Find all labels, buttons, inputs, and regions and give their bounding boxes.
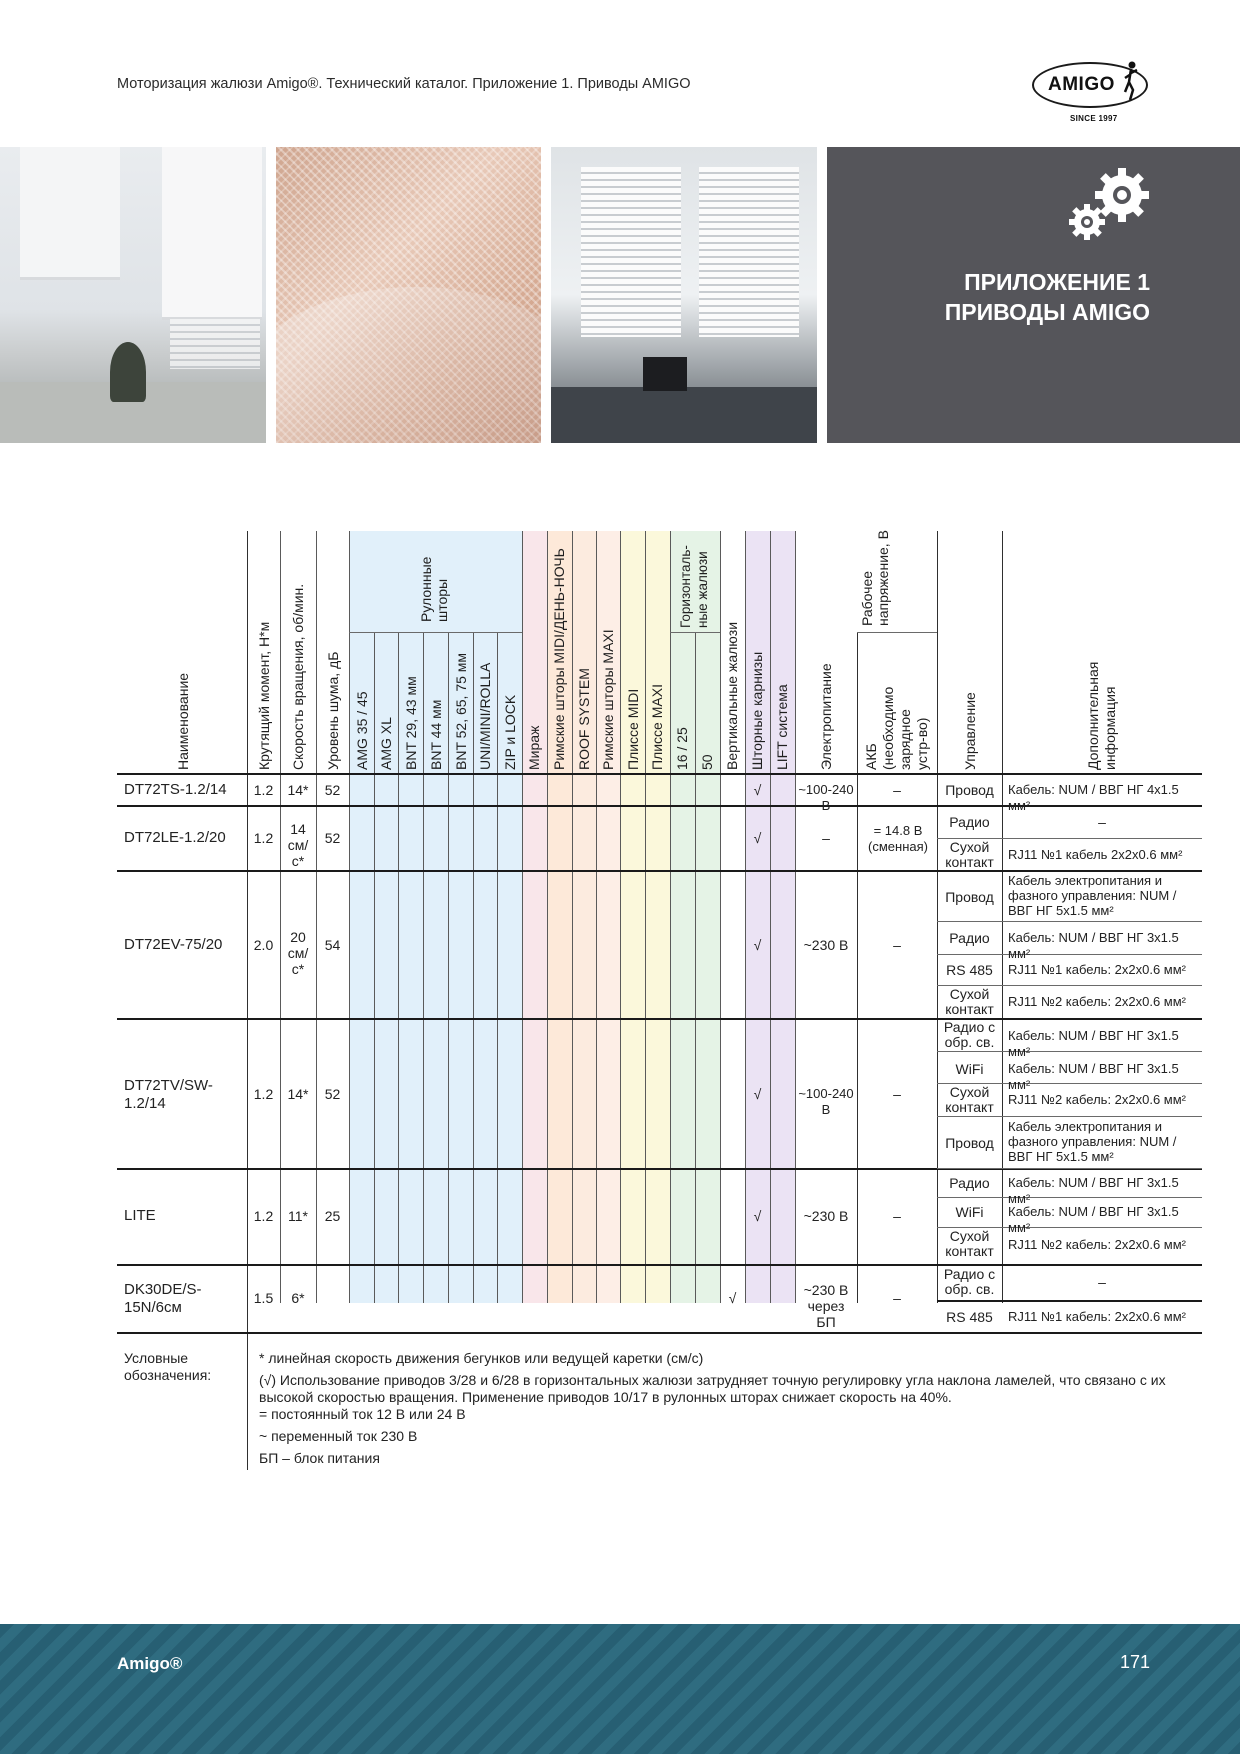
- legend-line: БП – блок питания: [259, 1450, 380, 1466]
- header-plisse-maxi: Плиссе MAXI: [649, 684, 665, 770]
- row-power: –: [822, 830, 830, 846]
- header-vertical: Вертикальные жалюзи: [724, 621, 740, 770]
- row-control: Сухой контакт: [945, 1084, 994, 1115]
- row-control: WiFi: [955, 1061, 984, 1077]
- band-roof: [572, 531, 596, 1303]
- row-mark: √: [753, 1208, 762, 1224]
- row-name: DK30DE/S-15N/6см: [124, 1281, 202, 1316]
- row-info: –: [1098, 1274, 1106, 1290]
- row-name: LITE: [124, 1207, 156, 1224]
- page-number: 171: [1119, 1652, 1150, 1672]
- photo-roller-blinds-room: [0, 147, 266, 443]
- header-zip: ZIP и LOCK: [502, 694, 518, 770]
- row-noise: 25: [324, 1208, 341, 1224]
- row-info: RJ11 №2 кабель: 2х2х0.6 мм²: [1008, 994, 1187, 1009]
- row-control: Сухой контакт: [945, 1228, 994, 1259]
- row-info: RJ11 №1 кабель: 2х2х0.6 мм²: [1008, 1309, 1187, 1324]
- appendix-title-line1: ПРИЛОЖЕНИЕ 1: [964, 269, 1150, 295]
- photo-fabric-texture: [276, 147, 541, 443]
- row-noise: 52: [324, 830, 341, 846]
- row-info: RJ11 №2 кабель: 2х2х0.6 мм²: [1008, 1237, 1187, 1252]
- photo-horizontal-blinds-office: [551, 147, 817, 443]
- header-akb: АКБ (необходимо зарядное устр-во): [863, 686, 930, 770]
- legend-line: * линейная скорость движения бегунков или ведущей каретки (см/с): [259, 1350, 704, 1366]
- row-speed: 14*: [287, 782, 309, 798]
- header-speed: Скорость вращения, об/мин.: [290, 583, 306, 770]
- row-power: ~100-240 В: [798, 782, 854, 813]
- row-control: WiFi: [955, 1204, 984, 1220]
- appendix-title: [945, 267, 1150, 327]
- row-name: DT72LE-1.2/20: [124, 829, 226, 846]
- row-name: DT72EV-75/20: [124, 936, 223, 953]
- row-akb: –: [893, 782, 901, 798]
- row-torque: 1.2: [253, 830, 274, 846]
- row-speed: 20 см/с*: [287, 929, 309, 977]
- row-control: Провод: [945, 1135, 994, 1151]
- row-info: RJ11 №1 кабель: 2х2х0.6 мм²: [1008, 962, 1187, 977]
- row-info: Кабель электропитания и фазного управления: NUM / ВВГ НГ 5х1.5 мм²: [1008, 1119, 1177, 1164]
- row-control: RS 485: [946, 1309, 993, 1325]
- header-name: Наименование: [175, 672, 191, 770]
- header-bnt29: BNT 29, 43 мм: [403, 676, 419, 770]
- header-plisse-midi: Плиссе MIDI: [625, 688, 641, 770]
- header-h50: 50: [699, 754, 715, 770]
- row-info: Кабель: NUM / ВВГ НГ 3х1.5 мм²: [1008, 1028, 1179, 1059]
- header-noise: Уровень шума, дБ: [325, 651, 341, 770]
- row-torque: 1.2: [253, 1208, 274, 1224]
- header-lift: LIFT система: [774, 684, 790, 770]
- row-name: DT72TV/SW-1.2/14: [124, 1077, 213, 1112]
- row-control: Сухой контакт: [945, 839, 994, 870]
- row-speed: 6*: [291, 1290, 305, 1306]
- row-akb: –: [893, 937, 901, 953]
- row-power: ~230 В: [803, 937, 849, 953]
- header-power: Электропитание: [818, 663, 834, 770]
- header-roman-maxi: Римские шторы MAXI: [600, 629, 616, 770]
- row-control: Провод: [945, 782, 994, 798]
- row-speed: 11*: [288, 1208, 308, 1224]
- row-power: ~230 В: [803, 1208, 849, 1224]
- header-uni: UNI/MINI/ROLLA: [477, 662, 493, 770]
- row-torque: 1.2: [253, 1086, 274, 1102]
- row-info: –: [1098, 814, 1106, 830]
- header-h16: 16 / 25: [674, 727, 690, 770]
- legend-line: (√) Использование приводов 3/28 и 6/28 в горизонтальных жалюзи затрудняет точную регулировку угла наклона ламелей, что связано с их высокой скоростью вращения. Применение приводов 10/17 в рулонных шторах снижает скорость на 40%.: [259, 1372, 1166, 1405]
- row-torque: 2.0: [253, 937, 274, 953]
- row-control: Провод: [945, 889, 994, 905]
- row-power: ~100-240 В: [798, 1086, 854, 1117]
- row-info: Кабель: NUM / ВВГ НГ 4х1.5 мм²: [1008, 782, 1179, 813]
- row-control: Сухой контакт: [945, 986, 994, 1017]
- band-mirazh: [522, 531, 547, 1303]
- row-control: Радио: [949, 930, 990, 946]
- header-cornice: Шторные карнизы: [749, 651, 765, 770]
- header-roller-group: Рулонные шторы: [418, 556, 450, 622]
- row-control: Радио с обр. св.: [943, 1266, 996, 1297]
- row-mark: √: [753, 937, 762, 953]
- header-amgxl: AMG XL: [378, 717, 394, 770]
- row-torque: 1.2: [253, 782, 274, 798]
- row-noise: 52: [324, 782, 341, 798]
- gears-icon: [1067, 167, 1157, 247]
- legend-line: = постоянный ток 12 В или 24 В: [259, 1406, 466, 1422]
- header-control: Управление: [962, 692, 978, 770]
- row-info: Кабель: NUM / ВВГ НГ 3х1.5 мм²: [1008, 930, 1179, 961]
- legend-line: ~ переменный ток 230 В: [259, 1428, 418, 1444]
- row-mark: √: [753, 782, 762, 798]
- header-bnt52: BNT 52, 65, 75 мм: [453, 652, 469, 770]
- row-mark: √: [753, 1086, 762, 1102]
- amigo-logo: [1030, 58, 1154, 128]
- row-mark: √: [728, 1290, 737, 1306]
- row-control: Радио: [949, 1175, 990, 1191]
- row-akb: = 14.8 В (сменная): [868, 823, 928, 854]
- row-info: Кабель: NUM / ВВГ НГ 3х1.5 мм²: [1008, 1061, 1179, 1092]
- row-info: Кабель: NUM / ВВГ НГ 3х1.5 мм²: [1008, 1204, 1179, 1235]
- document-header-title: Моторизация жалюзи Amigo®. Технический каталог. Приложение 1. Приводы AMIGO: [117, 76, 691, 92]
- header-roman-midi: Римские шторы MIDI/ДЕНЬ-НОЧЬ: [551, 548, 567, 770]
- row-noise: 54: [324, 937, 341, 953]
- row-akb: –: [893, 1290, 901, 1306]
- col-line: [247, 531, 248, 1470]
- row-power: ~230 В через БП: [803, 1282, 849, 1330]
- row-akb: –: [893, 1208, 901, 1224]
- row-control: RS 485: [946, 962, 993, 978]
- row-info: RJ11 №2 кабель: 2х2х0.6 мм²: [1008, 1092, 1187, 1107]
- row-noise: 52: [324, 1086, 341, 1102]
- row-speed: 14 см/с*: [287, 821, 309, 869]
- row-control: Радио: [949, 814, 990, 830]
- row-control: Радио с обр. св.: [943, 1019, 996, 1050]
- logo-since: SINCE 1997: [1070, 114, 1118, 123]
- header-torque: Крутящий момент, Н*м: [256, 621, 272, 770]
- logo-wordmark: AMIGO: [1048, 74, 1115, 95]
- legend-label: Условные обозначения:: [124, 1350, 212, 1383]
- row-info: Кабель электропитания и фазного управления: NUM / ВВГ НГ 5х1.5 мм²: [1008, 873, 1177, 918]
- header-mirazh: Мираж: [526, 725, 542, 770]
- row-info: RJ11 №1 кабель 2х2х0.6 мм²: [1008, 847, 1183, 862]
- header-amg35: AMG 35 / 45: [354, 691, 370, 770]
- row-torque: 1.5: [253, 1290, 274, 1306]
- photo-banner: [0, 147, 1240, 443]
- appendix-title-panel: [827, 147, 1240, 443]
- header-extra: Дополнительная информация: [1085, 661, 1118, 770]
- header-roof: ROOF SYSTEM: [576, 668, 592, 770]
- row-akb: –: [893, 1086, 901, 1102]
- header-horiz-group: Горизонталь- ные жалюзи: [678, 545, 710, 628]
- row-mark: √: [753, 830, 762, 846]
- footer-brand: Amigo®: [117, 1654, 183, 1673]
- header-bnt44: BNT 44 мм: [428, 699, 444, 770]
- appendix-title-line2: ПРИВОДЫ AMIGO: [944, 299, 1150, 325]
- logo-player-icon: [1122, 60, 1140, 104]
- legend-lines: [259, 1350, 1199, 1467]
- row-name: DT72TS-1.2/14: [124, 781, 227, 798]
- row-speed: 14*: [287, 1086, 309, 1102]
- row-info: Кабель: NUM / ВВГ НГ 3х1.5 мм²: [1008, 1175, 1179, 1206]
- page-footer: [0, 1624, 1240, 1754]
- header-voltage-group: Рабочее напряжение, В: [859, 530, 891, 626]
